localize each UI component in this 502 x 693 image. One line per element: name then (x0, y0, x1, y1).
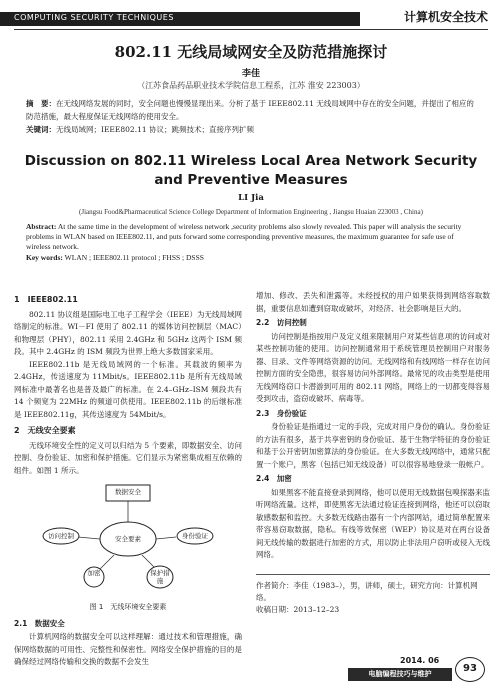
figure-label-authentication: 身份验证 (182, 532, 208, 540)
figure-label-encryption: 加密 (87, 569, 101, 577)
section-heading-2: 2 无线安全要素 (14, 426, 76, 435)
footer-journal-name: 电脑编程技巧与维护 (348, 668, 452, 681)
keywords-en-label: Key words: (26, 253, 63, 262)
affiliation-en: (Jiangsu Food&Pharmaceutical Science College Department of Information Engineering , Jiangsu Huaian 223003 , China) (79, 208, 423, 216)
footnote-author-bio: 作者简介：李佳（1983–），男，讲师，硕士，研究方向：计算机网络。 (256, 580, 478, 602)
section-1-paragraph-1: 802.11 协议组是国际电工电子工程学会（IEEE）为无线局域网络制定的标准。WI－FI 使用了 802.11 的媒体访问控制层（MAC）和物理层（PHY），802.11 采用 2.4GHz 和 5GHz 这两个 ISM 频段。其中 2.4GHz 的 ISM 频段为世界上绝大多数国家采用。 (14, 309, 243, 356)
footnote-received-date: 收稿日期：2013–12–23 (256, 604, 340, 614)
footer-issue-date: 2014. 06 (400, 656, 440, 665)
section-2-3-paragraph-1: 身份验证是指通过一定的手段，完成对用户身份的确认。身份验证的方法有很多，基于共享密钥的身份验证、基于生物学特征的身份验证和基于公开密钥加密算法的身份验证。在大多数无线网络中，通常只配置一个账户，黑客（包括已知无线设备）可以很容易地登录一般帐户。 (256, 422, 490, 469)
abstract-en-label: Abstract: (26, 222, 57, 231)
keywords-cn (26, 124, 476, 135)
header-rule (14, 29, 488, 30)
keywords-en-text: WLAN ; IEEE802.11 protocol ; FHSS ; DSSS (64, 253, 204, 262)
author-cn: 李佳 (241, 69, 260, 79)
page-header (0, 0, 502, 31)
body-column-left (14, 290, 242, 669)
section-2-1-paragraph-1: 计算机网络的数据安全可以这样理解：通过技术和管理措施，确保网络数据的可用性、完整性和保密性。网络安全保护措施的目的是确保经过网络传输和交换的数据不会发生 (14, 632, 242, 666)
body-column-right (256, 290, 490, 616)
section-2-paragraph-1: 无线环境安全性的定义可以归结为 5 个要素，即数据安全、访问控制、身份验证、加密和保护措施。它们显示为紧密集成相互依赖的组件。如图 1 所示。 (14, 440, 242, 475)
section-heading-1: 1 IEEE802.11 (14, 295, 78, 304)
section-1-paragraph-2: IEEE802.11b 是无线局域网的一个标准。其载波的频率为 2.4GHz，传送速度为 11Mbit/s。IEEE802.11b 是所有无线局域网标准中最著名也是普及最广的标准。在 2.4–GHz–ISM 频段共有 14 个频宽为 22MHz 的频道可供使用。IEEE802.11b 的后继标准是 IEEE802.11g，其传送速度为 54Mbit/s。 (14, 359, 242, 419)
abstract-en-text: At the same time in the development of wireless network ,security problems also slowly revealed. This paper will analysis the security problems in WLAN based on IEEE802.11, and puts forward some corresponding preventive measures, the maximum guarantee for safe use of wireless network. (26, 222, 462, 251)
affiliation-cn: （江苏食品药品职业技术学院信息工程系，江苏 淮安 223003） (137, 81, 365, 90)
abstract-cn (26, 97, 476, 123)
figure-1-security-elements (14, 481, 242, 599)
author-en: LI Jia (238, 193, 264, 203)
page-number-badge: 93 (455, 657, 485, 682)
abstract-cn-label: 摘 要： (26, 99, 56, 108)
keywords-cn-text: 无线局域网；IEEE802.11 协议；跳频技术；直接序列扩频 (56, 125, 255, 134)
paper-title-en: Discussion on 802.11 Wireless Local Area Network Security and Preventive Measures (24, 153, 478, 188)
footnote-rule (256, 574, 490, 575)
figure-label-data-security: 数据安全 (115, 488, 141, 496)
section-heading-2-2: 2.2 访问控制 (256, 318, 307, 327)
paper-title-cn: 802.11 无线局域网安全及防范措施探讨 (114, 43, 388, 61)
section-heading-2-4: 2.4 加密 (256, 474, 292, 483)
section-2-1-continuation: 增加、修改、丢失和泄露等。未经授权的用户如果获得到网络容取数据，重要信息如遭到窃取或破坏，对经济、社会影响是巨大的。 (256, 291, 490, 313)
abstract-en (26, 222, 476, 252)
header-column-title-cn: 计算机安全技术 (403, 10, 488, 24)
section-2-2-paragraph-1: 访问控制是指按用户及定义组来限制用户对某些信息项的访问或对某些控制功能的使用。访问控制通常用于系统管理员控制用户对服务器、目录、文件等网络资源的访问。无线网络和有线网络一样存在访问控制方面的安全隐患，很容易访问外部网络。最常见的攻击类型是使用无线网络窃口卡潜游到可用的 802.11 网络，网络上的一切都变得容易受到攻击，盗窃或破坏、病毒等。 (256, 331, 490, 403)
keywords-cn-label: 关键词： (26, 125, 56, 134)
figure-label-access-control: 访问控制 (48, 532, 74, 540)
figure-label-security-elements: 安全要素 (115, 535, 141, 543)
figure-label-protection-measures: 保护措施 (150, 569, 170, 585)
keywords-en (26, 253, 476, 262)
section-heading-2-1: 2.1 数据安全 (14, 618, 65, 628)
header-column-title: COMPUTING SECURITY TECHNIQUES (14, 13, 174, 22)
abstract-cn-text: 在无线网络发展的同时，安全问题也慢慢显现出来。分析了基于 IEEE802.11 无线局域网中存在的安全问题，并提出了相应的防范措施，最大程度保证无线网络的使用安全。 (26, 99, 474, 121)
section-2-4-paragraph-1: 如果黑客不能直接登录到网络，他可以使用无线数据包嗅探器来监听网络流量。这样，即使黑客无法通过验证连接到网络，他还可以窃取敏感数据和监控。大多数无线路由器有一个内部网站，通过简单配置来带容易窃取数据，隐私。有线等效保密（WEP）协议是对在两台设备间无线传输的数据进行加密的方式，用以防止非法用户窃听或侵入无线网络。 (256, 487, 490, 559)
figure-1-caption: 图 1 无线环境安全要素 (89, 603, 167, 611)
section-heading-2-3: 2.3 身份验证 (256, 408, 307, 418)
